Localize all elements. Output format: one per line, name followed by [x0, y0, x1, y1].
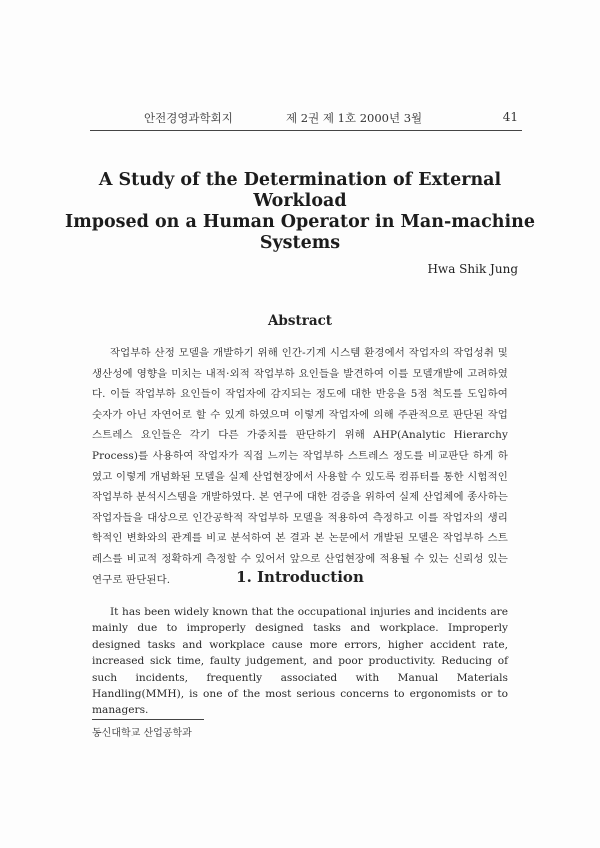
running-header: [90, 108, 522, 131]
abstract-heading: Abstract: [267, 313, 333, 329]
author-affiliation-footnote: 동신대학교 산업공학과: [92, 728, 192, 739]
page-number: 41: [502, 110, 518, 124]
title-line: A Study of the Determination of External Workload: [98, 170, 502, 211]
abstract-text: 작업부하 산정 모델을 개발하기 위해 인간-기계 시스템 환경에서 작업자의 작업성취 및 생산성에 영향을 미치는 내적·외적 작업부하 요인들을 발견하여 이를 모델개발에 고려하였다. 이들 작업부하 요인들이 작업자에 감지되는 정도에 대한 반응을 5점 척도를 도입하여 숫자가 아닌 자연어로 할 수 있게 하였으며 이렇게 작업자에 의해 주관적으로 판단된 작업스트레스 요인들은 각기 다른 가중치를 판단하기 위해 AHP(Analytic Hierarchy Process)를 사용하여 작업자가 직접 느끼는 작업부하 스트레스 정도를 비교판단 하게 하였고 이렇게 개념화된 모델을 실제 산업현장에서 사용할 수 있도록 컴퓨터를 통한 시험적인 작업부하 분석시스템을 개발하였다. 본 연구에 대한 검증을 위하여 실제 산업체에 종사하는 작업자들을 대상으로 인간공학적 작업부하 모델을 적용하여 측정하고 이를 작업자의 생리학적인 변화와의 관계를 비교 분석하여 본 결과 본 논문에서 개발된 모델은 작업부하 스트레스를 비교적 정확하게 측정할 수 있어서 앞으로 산업현장에 적용될 수 있는 신뢰성 있는 연구로 판단된다.: [92, 347, 508, 586]
author-name: Hwa Shik Jung: [427, 262, 518, 276]
title-line: Systems: [259, 233, 341, 253]
paper-title: [60, 170, 540, 254]
journal-name: 안전경영과학회지: [144, 111, 233, 125]
section-heading-introduction: 1. Introduction: [236, 568, 364, 586]
title-line: Imposed on a Human Operator in Man-machine: [65, 212, 535, 232]
issue-info: 제 2권 제 1호 2000년 3월: [286, 111, 423, 125]
footnote-divider: [92, 719, 204, 720]
introduction-paragraph: It has been widely known that the occupational injuries and incidents are mainly due to improperly designed tasks and workplace. Improperly designed tasks and workplace cause more errors, higher accident rate, increased sick time, faulty judgement, and poor productivity. Reducing of such incidents, frequently associated with Manual Materials Handling(MMH), is one of the most serious concerns to ergonomists or to managers.: [92, 606, 508, 717]
